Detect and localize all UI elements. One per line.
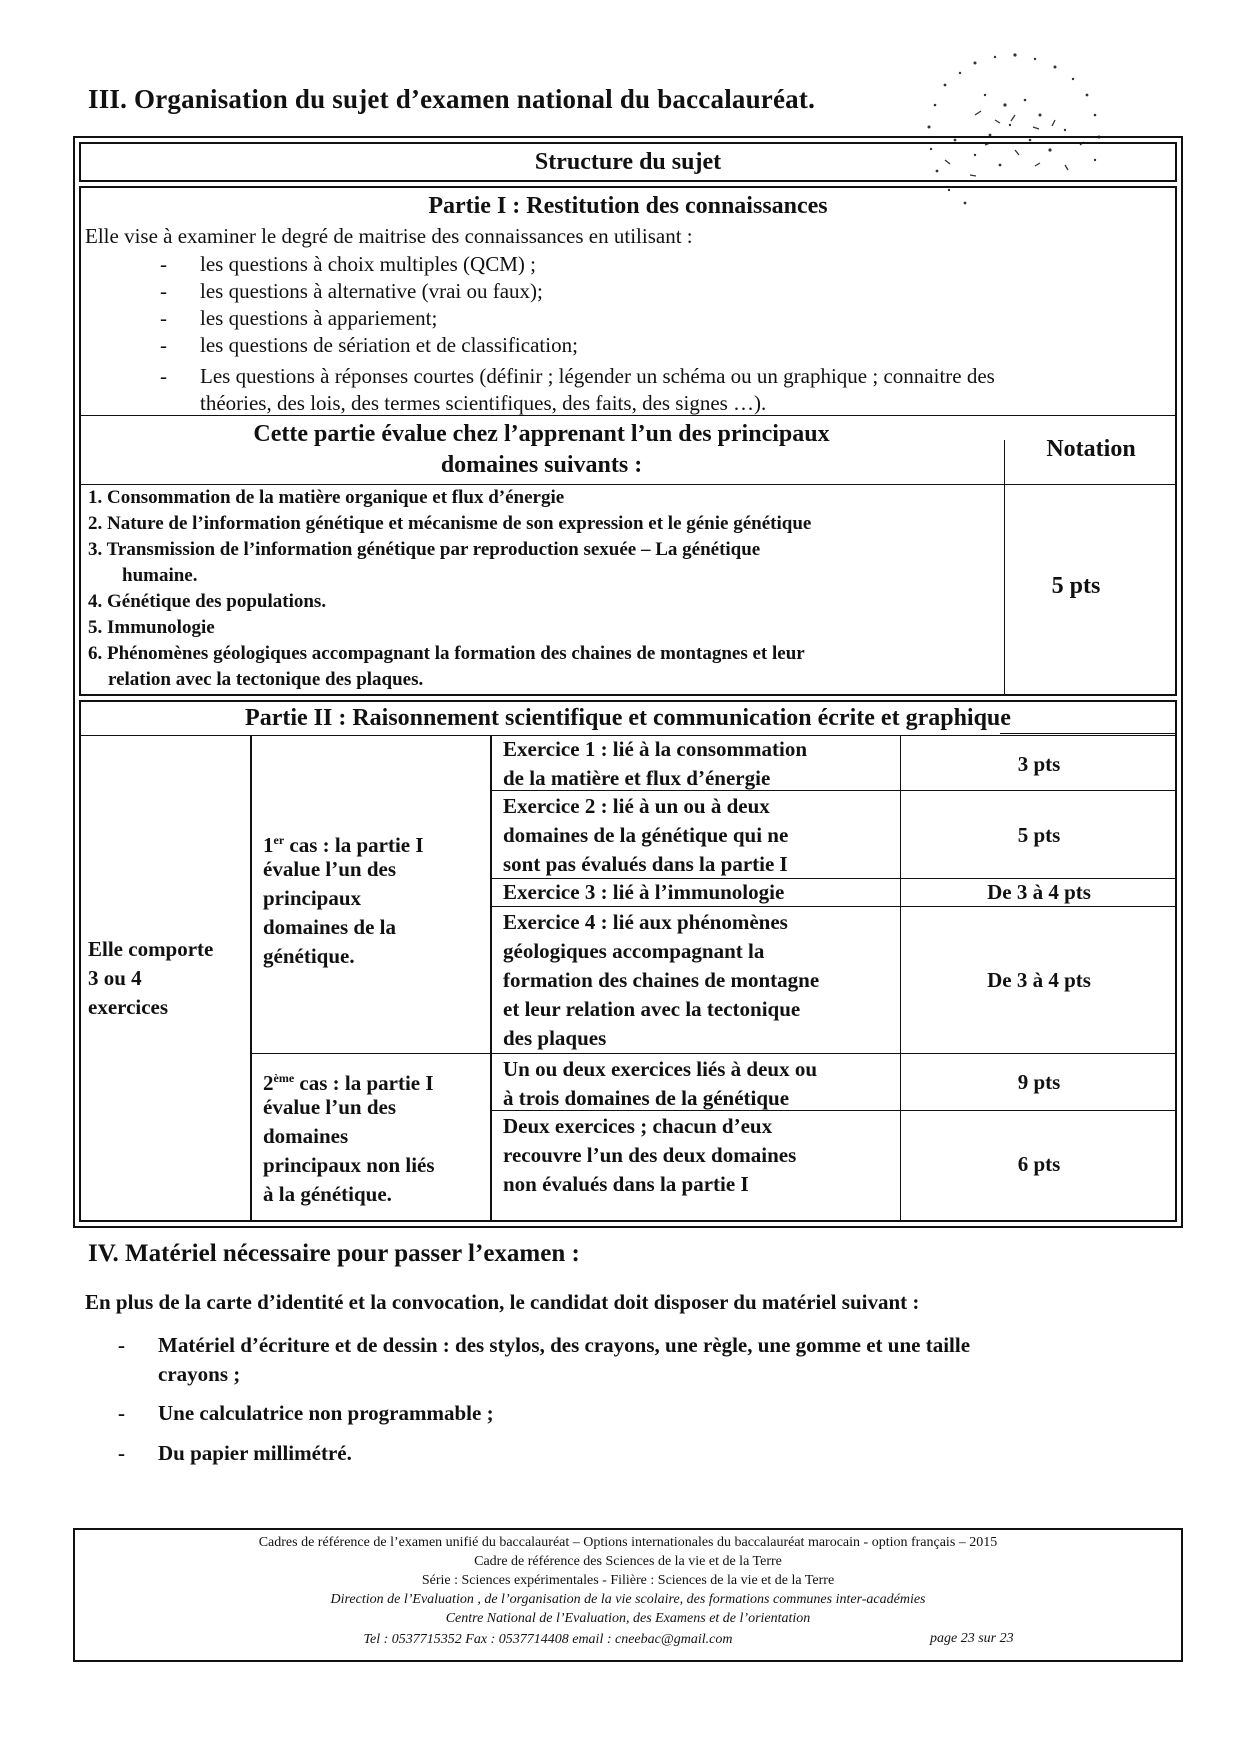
exercise-1-line: de la matière et flux d’énergie — [503, 766, 771, 790]
exercise-4-line: et leur relation avec la tectonique — [503, 997, 801, 1021]
material-item: Du papier millimétré. — [158, 1441, 352, 1465]
exercise-2-points: 5 pts — [1017, 823, 1061, 847]
case1-line: 1er cas : la partie I — [263, 833, 424, 857]
exercise-4-points: De 3 à 4 pts — [987, 968, 1091, 992]
list-item: les questions de sériation et de classification; — [200, 333, 578, 357]
footer-line-5: Centre National de l’Evaluation, des Examens et de l’orientation — [445, 1611, 811, 1626]
footer-line-1: Cadres de référence de l’examen unifié du baccalauréat – Options internationales du baccalauréat marocain - option français – 2015 — [258, 1535, 998, 1550]
exercise-3-line: Exercice 3 : lié à l’immunologie — [503, 880, 785, 904]
exercise-4-line: des plaques — [503, 1026, 607, 1050]
divider — [79, 484, 1177, 485]
case2-exercise-a-line: Un ou deux exercices liés à deux ou — [503, 1057, 818, 1081]
list-item: les questions à alternative (vrai ou faux); — [200, 279, 543, 303]
list-item: les questions à choix multiples (QCM) ; — [200, 252, 536, 276]
footer-line-3: Série : Sciences expérimentales - Filière : Sciences de la vie et de la Terre — [421, 1573, 835, 1588]
case1-line: évalue l’un des — [263, 857, 397, 881]
exercise-4-line: formation des chaines de montagne — [503, 968, 820, 992]
divider — [250, 735, 252, 1222]
part1-intro: Elle vise à examiner le degré de maitrise des connaissances en utilisant : — [85, 224, 693, 248]
case2-exercise-a-points: 9 pts — [1017, 1070, 1061, 1094]
exercise-1-points: 3 pts — [1017, 752, 1061, 776]
footer — [73, 1528, 1183, 1662]
material-dash: - — [118, 1333, 125, 1357]
domain-item: humaine. — [122, 565, 198, 586]
domain-item: 4. Génétique des populations. — [88, 591, 327, 612]
material-item: Matériel d’écriture et de dessin : des stylos, des crayons, une règle, une gomme et une taille — [158, 1333, 971, 1357]
domain-item: 2. Nature de l’information génétique et mécanisme de son expression et le génie génétique — [88, 513, 812, 534]
domains-header-line1: Cette partie évalue chez l’apprenant l’un des principaux — [253, 421, 830, 447]
part2-left-line: 3 ou 4 — [88, 966, 142, 990]
divider — [1000, 733, 1177, 734]
footer-page-number: page 23 sur 23 — [930, 1631, 1014, 1646]
footer-line-2: Cadre de référence des Sciences de la vie et de la Terre — [474, 1554, 782, 1569]
domains-header-line2: domaines suivants : — [440, 452, 643, 478]
case2-exercise-b-points: 6 pts — [1017, 1152, 1061, 1176]
list-item: - — [160, 333, 167, 357]
section-3-title: III. Organisation du sujet d’examen national du baccalauréat. — [88, 84, 816, 114]
divider — [1004, 440, 1005, 695]
exercise-4-line: géologiques accompagnant la — [503, 939, 765, 963]
list-item: théories, des lois, des termes scientifiques, des faits, des signes …). — [200, 391, 767, 415]
material-item: Une calculatrice non programmable ; — [158, 1401, 494, 1425]
exercise-2-line: domaines de la génétique qui ne — [503, 823, 789, 847]
list-item: - — [160, 364, 167, 388]
part1-points: 5 pts — [1051, 573, 1101, 599]
material-item: crayons ; — [158, 1362, 241, 1386]
section-4-title: IV. Matériel nécessaire pour passer l’examen : — [88, 1240, 580, 1267]
section-4-intro: En plus de la carte d’identité et la convocation, le candidat doit disposer du matériel suivant : — [85, 1290, 920, 1314]
case1-line: principaux — [263, 886, 362, 910]
case2-line: 2ème cas : la partie I — [263, 1071, 434, 1095]
list-item: - — [160, 279, 167, 303]
material-dash: - — [118, 1441, 125, 1465]
part2-left-line: Elle comporte — [88, 937, 214, 961]
notation-label: Notation — [1046, 436, 1136, 462]
exercise-4-line: Exercice 4 : lié aux phénomènes — [503, 910, 788, 934]
domain-item: relation avec la tectonique des plaques. — [108, 669, 424, 690]
list-item: - — [160, 306, 167, 330]
footer-line-4: Direction de l’Evaluation , de l’organisation de la vie scolaire, des formations communes inter-académies — [330, 1592, 926, 1607]
case2-exercise-a-line: à trois domaines de la génétique — [503, 1086, 790, 1110]
part2-title: Partie II : Raisonnement scientifique et communication écrite et graphique — [245, 705, 1011, 731]
exercise-3-points: De 3 à 4 pts — [987, 880, 1091, 904]
case2-exercise-b-line: recouvre l’un des deux domaines — [503, 1143, 797, 1167]
table-header: Structure du sujet — [534, 149, 722, 175]
part2-left-line: exercices — [88, 995, 169, 1019]
domain-item: 6. Phénomènes géologiques accompagnant la formation des chaines de montagnes et leur — [88, 643, 805, 664]
domain-item: 3. Transmission de l’information génétique par reproduction sexuée – La génétique — [88, 539, 761, 560]
case2-line: à la génétique. — [263, 1182, 392, 1206]
part1-title: Partie I : Restitution des connaissances — [428, 193, 828, 219]
case2-line: principaux non liés — [263, 1153, 435, 1177]
case2-exercise-b-line: Deux exercices ; chacun d’eux — [503, 1114, 773, 1138]
divider — [79, 415, 1177, 416]
case2-exercise-b-line: non évalués dans la partie I — [503, 1172, 749, 1196]
divider — [490, 735, 492, 1222]
case1-line: génétique. — [263, 944, 355, 968]
exercise-2-line: Exercice 2 : lié à un ou à deux — [503, 794, 770, 818]
case2-line: domaines — [263, 1124, 349, 1148]
divider — [250, 1053, 1176, 1054]
domain-item: 1. Consommation de la matière organique et flux d’énergie — [88, 487, 565, 508]
list-item: Les questions à réponses courtes (définir ; légender un schéma ou un graphique ; connaitre des — [200, 364, 995, 388]
case1-line: domaines de la — [263, 915, 397, 939]
domain-item: 5. Immunologie — [88, 617, 215, 638]
footer-contact: Tel : 0537715352 Fax : 0537714408 email : cneebac@gmail.com — [363, 1632, 733, 1647]
material-dash: - — [118, 1401, 125, 1425]
exercise-2-line: sont pas évalués dans la partie I — [503, 852, 788, 876]
case2-line: évalue l’un des — [263, 1095, 397, 1119]
exercise-1-line: Exercice 1 : lié à la consommation — [503, 737, 808, 761]
list-item: les questions à appariement; — [200, 306, 438, 330]
list-item: - — [160, 252, 167, 276]
divider — [900, 735, 901, 1222]
